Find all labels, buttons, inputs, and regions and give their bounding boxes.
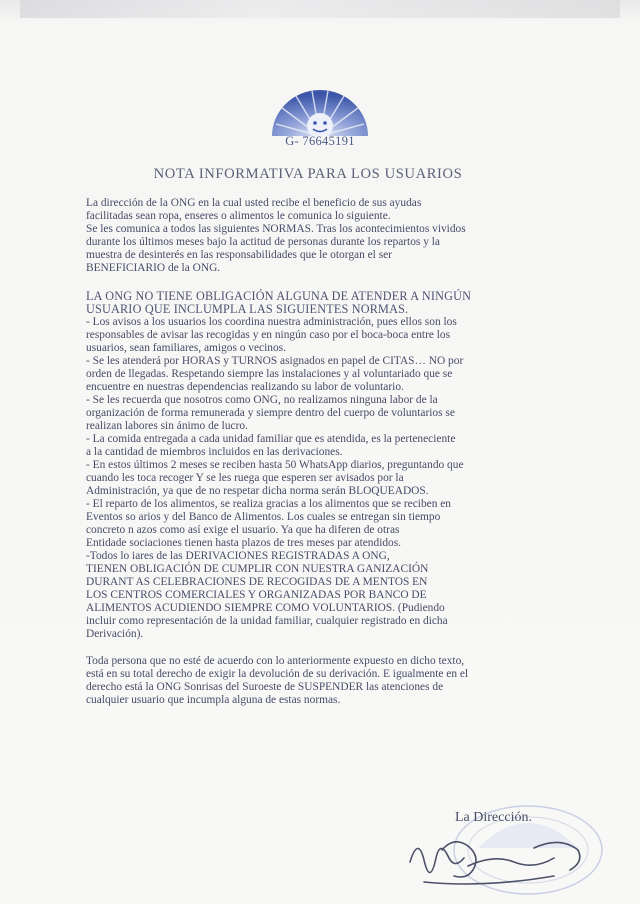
rule-line: encuentre en nuestras dependencias realizando su labor de voluntario. [86,381,404,393]
text-line: derecho está la ONG Sonrisas del Suroeste de SUSPENDER las atenciones de [86,681,444,693]
rule-line: orden de llegadas. Respetando siempre las instalaciones y al voluntariado que se [86,368,453,380]
document-body [86,197,560,707]
rule-line: responsables de avisar las recogidas y en ningún caso por el boca-boca entre los [86,329,451,341]
rule-line: a la cantidad de miembros incluidos en las derivaciones. [86,446,343,458]
rule-line: - Se les recuerda que nosotros como ONG, no realizamos ninguna labor de la [86,394,438,406]
text-line: cualquier usuario que incumpla alguna de estas normas. [86,694,341,706]
closing-paragraph [86,655,560,707]
intro-paragraph [86,197,560,275]
rule-line: -Todos lo iares de las DERIVACIONES REGISTRADAS A ONG, [86,550,390,562]
text-line: Toda persona que no esté de acuerdo con lo anteriormente expuesto en dicho texto, [86,655,465,667]
rule-line: cuando les toca recoger Y se les ruega que esperen ser avisados por la [86,472,404,484]
rule-line: Entidade sociaciones tienen hasta plazos de tres meses par atendidos. [86,537,402,549]
rule-line: Administración, ya que de no respetar dicha norma serán BLOQUEADOS. [86,485,429,497]
rule-line: DURANT AS CELEBRACIONES DE RECOGIDAS DE A MENTOS EN [86,576,428,588]
rule-line: Derivación). [86,628,144,640]
rule-line: Eventos so arios y del Banco de Alimentos. Los cuales se entregan sin tiempo [86,511,441,523]
text-line: facilitadas sean ropa, enseres o alimentos le comunica lo siguiente. [86,210,391,222]
rule-line: organización de forma remunerada y siempre dentro del cuerpo de voluntarios se [86,407,455,419]
text-line: está en su total derecho de exigir la devolución de su derivación. E igualmente en el [86,668,469,680]
rule-line: ALIMENTOS ACUDIENDO SIEMPRE COMO VOLUNTARIOS. (Pudiendo [86,602,445,614]
rules-heading [86,290,560,316]
rule-line: incluir como representación de la unidad familiar, cualquier registrado en dicha [86,615,448,627]
rule-line: - En estos últimos 2 meses se reciben hasta 50 WhatsApp diarios, preguntando que [86,459,464,471]
registration-number: G- 76645191 [285,134,355,148]
rule-line: - Los avisos a los usuarios los coordina nuestra administración, pues ellos son los [86,316,457,328]
handwritten-signature-icon [384,796,594,896]
rule-line: LOS CENTROS COMERCIALES Y ORGANIZADAS POR BANCO DE [86,589,427,601]
text-line: BENEFICIARIO de la ONG. [86,262,221,274]
text-line: muestra de desinterés en las responsabilidades que le otorgan el ser [86,249,392,261]
document-title: NOTA INFORMATIVA PARA LOS USUARIOS [153,166,463,182]
rule-line: concreto n azos como así exige el usuario. Ya que ha diferen de otras [86,524,400,536]
rule-line: realizan labores sin ánimo de lucro. [86,420,248,432]
signature-label: La Dirección. [455,810,532,825]
rules-list [86,316,560,641]
smiling-sun-logo-icon [268,86,372,136]
heading-line: USUARIO QUE INCLUMPLA LAS SIGUIENTES NORMAS. [86,302,409,316]
heading-line: LA ONG NO TIENE OBLIGACIÓN ALGUNA DE ATENDER A NINGÚN [86,289,472,303]
scan-top-band [20,0,620,18]
rule-line: usuarios, sean familiares, amigos o vecinos. [86,342,286,354]
rule-line: - Se les atenderá por HORAS y TURNOS asignados en papel de CITAS… NO por [86,355,464,367]
rule-line: - La comida entregada a cada unidad familiar que es atendida, es la perteneciente [86,433,456,445]
text-line: La dirección de la ONG en la cual usted recibe el beneficio de sus ayudas [86,197,422,209]
rule-line: - El reparto de los alimentos, se realiza gracias a los alimentos que se reciben en [86,498,451,510]
rule-line: TIENEN OBLIGACIÓN DE CUMPLIR CON NUESTRA GANIZACIÓN [86,563,429,575]
text-line: Se les comunica a todos las siguientes NORMAS. Tras los acontecimientos vividos [86,223,466,235]
text-line: durante los últimos meses bajo la actitud de personas durante los repartos y la [86,236,440,248]
